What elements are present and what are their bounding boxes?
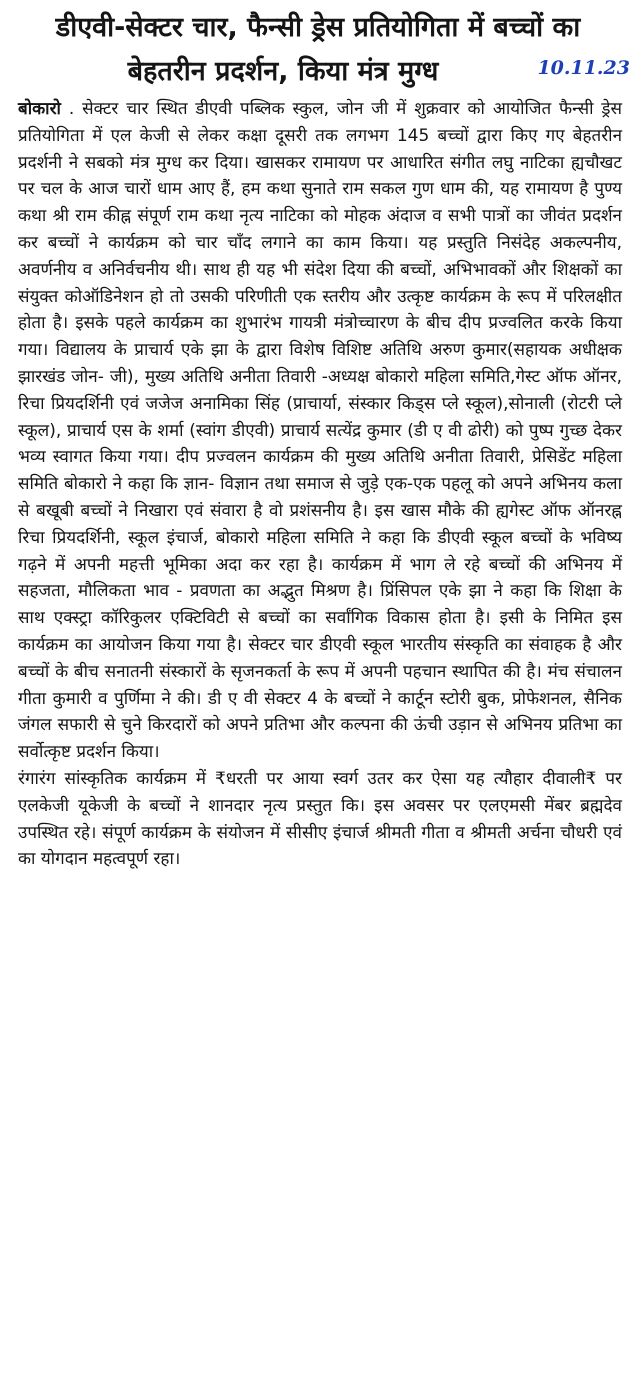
- dateline: बोकारो: [18, 99, 61, 119]
- headline-line-2: बेहतरीन प्रदर्शन, किया मंत्र मुग्ध: [127, 56, 439, 87]
- article-paragraph-2: रंगारंग सांस्कृतिक कार्यक्रम में ₹धरती पर आया स्वर्ग उतर कर ऐसा यह त्यौहार दीवाली₹ पर एलकेजी यूकेजी के बच्चों ने शानदार नृत्य प्रस्तुत कि। इस अवसर पर एलएमसी मेंबर ब्रह्मदेव उपस्थित रहे। संपूर्ण कार्यक्रम के संयोजन में सीसीए इंचार्ज श्रीमती गीता व श्रीमती अर्चना चौधरी एवं का योगदान महत्वपूर्ण रहा।: [18, 768, 622, 870]
- headline-line-1: डीएवी-सेक्टर चार, फैन्सी ड्रेस प्रतियोगिता में बच्चों का: [55, 12, 581, 43]
- article-paragraph-1: [18, 96, 622, 766]
- article-paragraph-1-text: . सेक्टर चार स्थित डीएवी पब्लिक स्कुल, जोन जी में शुक्रवार को आयोजित फैन्सी ड्रेस प्रतियोगिता में एल केजी से लेकर कक्षा दूसरी तक लगभग 145 बच्चों द्वारा किए गए बेहतरीन प्रदर्शनी ने सबको मंत्र मुग्ध कर दिया। खासकर रामायण पर आधारित संगीत लघु नाटिका ह्यचौखट पर चल के आज चारों धाम आए हैं, हम कथा सुनाते राम सकल गुण धाम की, यह रामायण है पुण्य कथा श्री राम कीह्न संपूर्ण राम कथा नृत्य नाटिका को मोहक अंदाज व सभी पात्रों का जीवंत प्रदर्शन कर बच्चों ने कार्यक्रम को चार चॉंद लगाने का काम किया। यह प्रस्तुति निसंदेह अकल्पनीय, अवर्णनीय व अनिर्वचनीय थी। साथ ही यह भी संदेश दिया की बच्चों, अभिभावकों और शिक्षकों का संयुक्त कोऑडिनेशन हो तो उसकी परिणीती एक स्तरीय और उत्कृष्ट कार्यक्रम के रूप में परिलक्षीत होता है। इसके पहले कार्यक्रम का शुभारंभ गायत्री मंत्रोच्चारण के बीच दीप प्रज्वलित करके किया गया। विद्यालय के प्राचार्य एके झा के द्वारा विशेष विशिष्ट अतिथि अरुण कुमार(सहायक अधीक्षक झारखंड जोन- जी), मुख्य अतिथि अनीता तिवारी -अध्यक्ष बोकारो महिला समिति,गेस्ट ऑफ ऑनर, रिचा प्रियदर्शिनी एवं जजेज अनामिका सिंह (प्राचार्या, संस्कार किड्स प्ले स्कूल),सोनाली (रोटरी प्ले स्कूल), प्राचार्य एस के शर्मा (स्वांग डीएवी) प्राचार्य सत्येंद्र कुमार (डी ए वी ढोरी) को पुष्प गुच्छ देकर भव्य स्वागत किया गया। दीप प्रज्वलन कार्यक्रम की मुख्य अतिथि अनीता तिवारी, प्रेसिडेंट महिला समिति बोकारो ने कहा कि ज्ञान- विज्ञान तथा समाज से जुड़े एक-एक पहलू को अपने अभिनय कला से बखूबी बच्चों ने निखारा एवं संवारा है वो प्रशंसनीय है। इस खास मौके की ह्यगेस्ट ऑफ ऑनरह्न रिचा प्रियदर्शिनी, स्कूल इंचार्ज, बोकारो महिला समिति ने कहा कि डीएवी स्कूल बच्चों के भविष्य गढ़ने में अपनी महत्ती भूमिका अदा कर रहा है। कार्यक्रम में भाग ले रहे बच्चों की अभिनय में सहजता, मौलिकता भाव - प्रवणता का अद्भुत मिश्रण है। प्रिंसिपल एके झा ने कहा कि शिक्षा के साथ एक्स्ट्रा कॉरिकुलर एक्टिविटी से बच्चों का सर्वांगिक विकास होता है। इसी के निमित इस कार्यक्रम का आयोजन किया गया है। सेक्टर चार डीएवी स्कूल भारतीय संस्कृति का संवाहक है और बच्चों के बीच सनातनी संस्कारों के सृजनकर्ता के रूप में अपनी पहचान स्थापित की है। मंच संचालन गीता कुमारी व पुर्णिमा ने की। डी ए वी सेक्टर 4 के बच्चों ने कार्टून स्टोरी बुक, प्रोफेशनल, सैनिक जंगल सफारी से चुने किरदारों को अपने प्रतिभा और कल्पना की ऊंची उड़ान से अभिनय प्रतिभा का सर्वोत्कृष्ट प्रदर्शन किया।: [18, 99, 622, 763]
- publication-date: 10.11.23: [537, 57, 630, 79]
- article-body: [18, 96, 622, 873]
- headline: [12, 6, 624, 94]
